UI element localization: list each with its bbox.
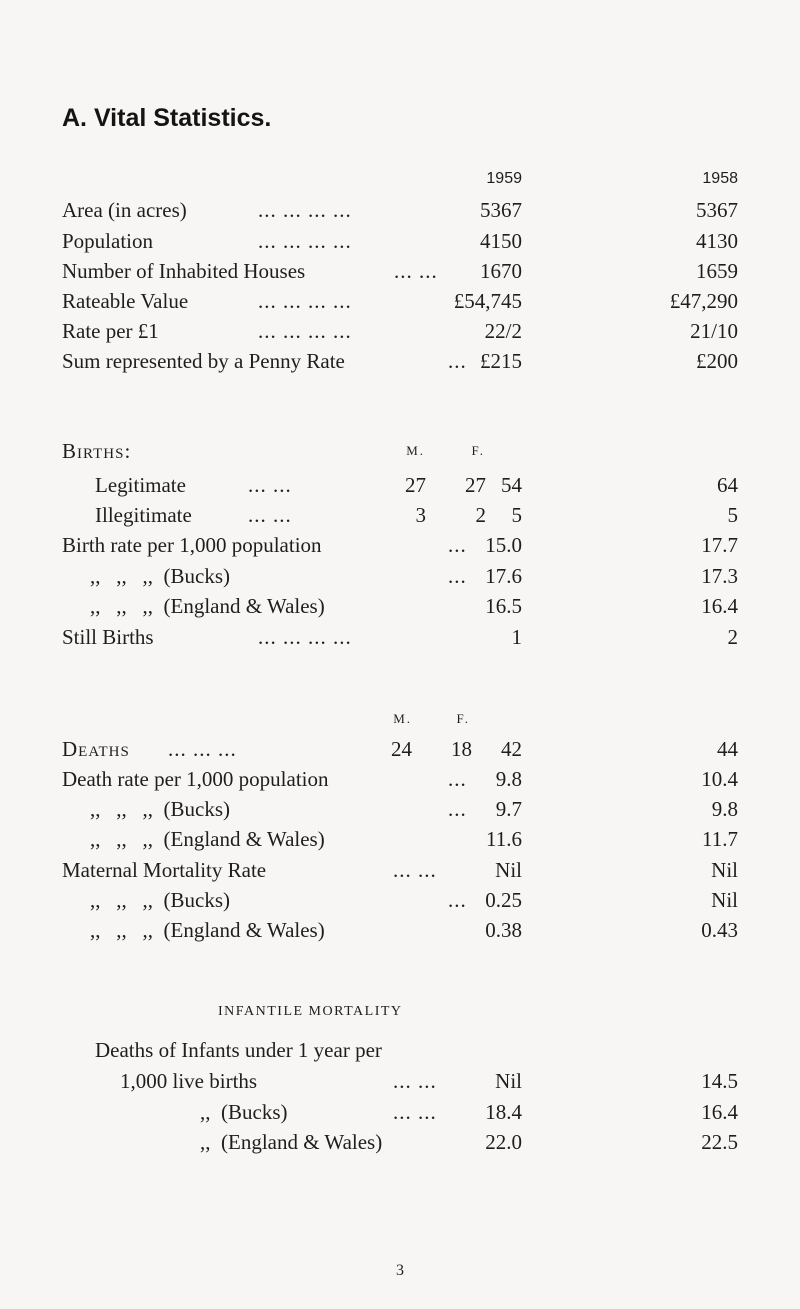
- value-1958: 44: [717, 737, 738, 761]
- male-count: 24: [391, 737, 412, 761]
- value-1959: 22/2: [484, 319, 522, 343]
- table-row: [0, 500, 800, 530]
- page-title: A. Vital Statistics.: [62, 104, 272, 132]
- value-1958: £200: [696, 349, 738, 373]
- table-row: [0, 764, 800, 794]
- table-row: [0, 1066, 800, 1096]
- value-1959: Nil: [495, 1069, 522, 1093]
- value-1959: 0.25: [485, 888, 522, 912]
- value-1958: 2: [727, 625, 738, 649]
- value-1959: 11.6: [486, 827, 522, 851]
- table-row: [0, 195, 800, 225]
- value-1958: Nil: [711, 858, 738, 882]
- leader-dots: ... ...: [394, 259, 438, 283]
- row-label: Deaths: [62, 737, 130, 761]
- value-1958: 16.4: [701, 1100, 738, 1124]
- table-row: [0, 885, 800, 915]
- table-row: [0, 286, 800, 316]
- row-label: ,, ,, ,, (England & Wales): [90, 594, 325, 618]
- value-1959: 16.5: [485, 594, 522, 618]
- leader-dots: ... ...: [393, 858, 437, 882]
- value-1958: 17.3: [701, 564, 738, 588]
- leader-dots: ... ... ... ...: [258, 625, 352, 649]
- table-row: [0, 794, 800, 824]
- male-header: M.: [406, 443, 425, 458]
- row-label: ,, (Bucks): [200, 1100, 288, 1124]
- table-row: [0, 470, 800, 500]
- value-1958: 4130: [696, 229, 738, 253]
- value-1958: 64: [717, 473, 738, 497]
- leader-dots: ... ... ...: [168, 737, 237, 761]
- value-1958: 10.4: [701, 767, 738, 791]
- value-1958: 14.5: [701, 1069, 738, 1093]
- leader-dots: ... ... ... ...: [258, 319, 352, 343]
- page-number: 3: [396, 1262, 404, 1279]
- female-count: 2: [475, 503, 486, 527]
- row-label: Death rate per 1,000 population: [62, 767, 329, 791]
- value-1959: £54,745: [453, 289, 522, 313]
- value-1958: 17.7: [701, 533, 738, 557]
- row-label: ,, (England & Wales): [200, 1130, 383, 1154]
- value-1959: 9.7: [495, 797, 522, 821]
- row-label: Area (in acres): [62, 198, 187, 222]
- births-heading-row: [0, 436, 800, 466]
- value-1958: 5367: [696, 198, 738, 222]
- value-1959: Nil: [495, 858, 522, 882]
- row-label: Still Births: [62, 625, 154, 649]
- female-header: F.: [456, 711, 470, 726]
- table-row: [0, 1035, 800, 1065]
- table-row: [0, 591, 800, 621]
- table-row: [0, 855, 800, 885]
- female-count: 18: [451, 737, 472, 761]
- value-1959: 22.0: [485, 1130, 522, 1154]
- births-heading: Births:: [62, 439, 132, 463]
- row-label: Number of Inhabited Houses: [62, 259, 306, 283]
- value-1958: 16.4: [701, 594, 738, 618]
- leader-dots: ... ... ... ...: [258, 198, 352, 222]
- leader-dots: ... ... ... ...: [258, 289, 352, 313]
- value-1959: 54: [501, 473, 522, 497]
- value-1959: 18.4: [485, 1100, 522, 1124]
- table-row: [0, 622, 800, 652]
- female-count: 27: [465, 473, 486, 497]
- value-1958: £47,290: [669, 289, 738, 313]
- table-row: [0, 256, 800, 286]
- value-1959: 15.0: [485, 533, 522, 557]
- row-label: Maternal Mortality Rate: [62, 858, 267, 882]
- leader-dots: ...: [448, 533, 467, 557]
- leader-dots: ...: [448, 797, 467, 821]
- table-row: [0, 734, 800, 764]
- row-label: Birth rate per 1,000 population: [62, 533, 322, 557]
- leader-dots: ...: [448, 349, 467, 373]
- table-row: [0, 561, 800, 591]
- leader-dots: ... ...: [393, 1069, 437, 1093]
- table-row: [0, 1127, 800, 1157]
- value-1958: 21/10: [690, 319, 738, 343]
- value-1959: 42: [501, 737, 522, 761]
- leader-dots: ...: [448, 767, 467, 791]
- value-1959: 1670: [480, 259, 522, 283]
- table-row: [0, 316, 800, 346]
- row-label: Population: [62, 229, 154, 253]
- female-header: F.: [471, 443, 485, 458]
- row-label: ,, ,, ,, (Bucks): [90, 888, 230, 912]
- table-row: [0, 1097, 800, 1127]
- leader-dots: ...: [448, 564, 467, 588]
- row-label: Illegitimate: [95, 503, 192, 527]
- row-label: ,, ,, ,, (England & Wales): [90, 827, 325, 851]
- value-1958: 9.8: [711, 797, 738, 821]
- male-count: 3: [415, 503, 426, 527]
- row-label: 1,000 live births: [120, 1069, 258, 1093]
- value-1959: 9.8: [495, 767, 522, 791]
- row-label: Sum represented by a Penny Rate: [62, 349, 345, 373]
- value-1959: £215: [480, 349, 522, 373]
- infantile-heading-row: [0, 997, 800, 1027]
- value-1959: 5: [511, 503, 522, 527]
- value-1958: 0.43: [701, 918, 738, 942]
- value-1959: 5367: [480, 198, 522, 222]
- value-1959: 4150: [480, 229, 522, 253]
- value-1958: 5: [727, 503, 738, 527]
- value-1958: 11.7: [702, 827, 738, 851]
- leader-dots: ...: [448, 888, 467, 912]
- row-label: Legitimate: [95, 473, 186, 497]
- male-count: 27: [405, 473, 426, 497]
- year-header-row: [0, 164, 800, 194]
- leader-dots: ... ...: [248, 503, 292, 527]
- year-1958-header: 1958: [702, 170, 738, 187]
- value-1958: 1659: [696, 259, 738, 283]
- leader-dots: ... ... ... ...: [258, 229, 352, 253]
- year-1959-header: 1959: [486, 170, 522, 187]
- row-label: ,, ,, ,, (Bucks): [90, 564, 230, 588]
- row-label: Rateable Value: [62, 289, 189, 313]
- table-row: [0, 915, 800, 945]
- value-1959: 17.6: [485, 564, 522, 588]
- value-1958: 22.5: [701, 1130, 738, 1154]
- leader-dots: ... ...: [248, 473, 292, 497]
- table-row: [0, 226, 800, 256]
- male-header: M.: [393, 711, 412, 726]
- infantile-heading: INFANTILE MORTALITY: [218, 1004, 403, 1019]
- deaths-mf-header-row: [0, 704, 800, 734]
- table-row: [0, 530, 800, 560]
- value-1959: 0.38: [485, 918, 522, 942]
- row-label: Rate per £1: [62, 319, 159, 343]
- row-label: Deaths of Infants under 1 year per: [95, 1038, 382, 1062]
- row-label: ,, ,, ,, (England & Wales): [90, 918, 325, 942]
- value-1958: Nil: [711, 888, 738, 912]
- table-row: [0, 346, 800, 376]
- row-label: ,, ,, ,, (Bucks): [90, 797, 230, 821]
- leader-dots: ... ...: [393, 1100, 437, 1124]
- table-row: [0, 824, 800, 854]
- value-1959: 1: [511, 625, 522, 649]
